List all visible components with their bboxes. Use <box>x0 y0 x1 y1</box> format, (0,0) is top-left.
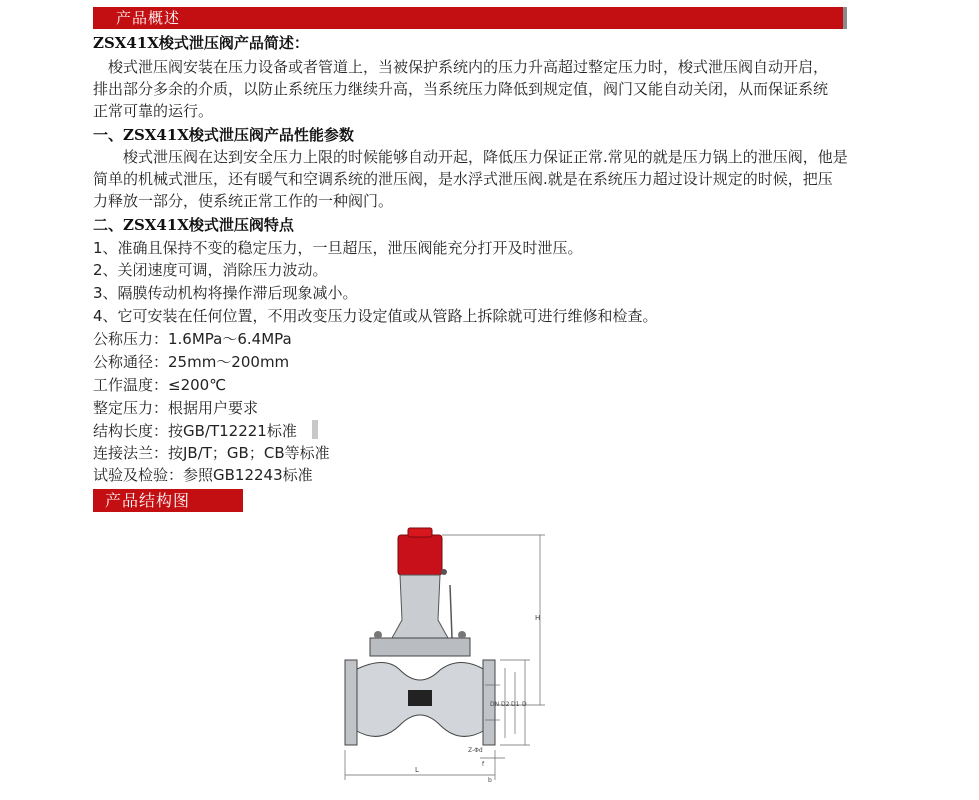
valve-cap <box>398 535 442 575</box>
bonnet-rod <box>450 585 452 638</box>
middle-flange <box>370 638 470 656</box>
section-title-overview: 产品概述 <box>116 9 181 27</box>
perf-line-2: 简单的机械式泄压，还有暖气和空调系统的泄压阀，是水浮式泄压阀.就是在系统压力超过设计规定的时候，把压 <box>93 170 833 188</box>
dim-label-dn: DN <box>490 701 500 708</box>
left-end-flange <box>345 660 357 745</box>
flange-bolt-left <box>374 631 382 639</box>
perf-heading: 一、ZSX41X梭式泄压阀产品性能参数 <box>93 126 354 144</box>
intro-heading: ZSX41X梭式泄压阀产品简述： <box>93 34 309 52</box>
cap-screw <box>441 569 447 575</box>
dim-label-l: L <box>415 766 419 774</box>
dim-label-d1: D1 <box>511 701 520 708</box>
spec-flange: 连接法兰：按JB/T；GB；CB等标准 <box>93 444 330 462</box>
dim-label-h: H <box>535 614 541 622</box>
spec-working-temperature: 工作温度：≤200℃ <box>93 376 227 394</box>
banner-edge <box>843 7 847 29</box>
valve-cap-top <box>408 528 432 537</box>
flange-bolt-right <box>458 631 466 639</box>
intro-line-2: 排出部分多余的介质，以防止系统压力继续升高，当系统压力降低到规定值，阀门又能自动关闭，从而保证系统 <box>93 80 829 98</box>
feature-item-3: 3、隔膜传动机构将操作滞后现象减小。 <box>93 284 358 302</box>
feature-item-2: 2、关闭速度可调，消除压力波动。 <box>93 261 328 279</box>
text-cursor-block <box>312 420 318 439</box>
feature-item-4: 4、它可安装在任何位置，不用改变压力设定值或从管路上拆除就可进行维修和检查。 <box>93 307 658 325</box>
valve-bonnet <box>392 575 448 638</box>
dim-label-zd: Z-Φd <box>468 747 483 754</box>
features-heading: 二、ZSX41X梭式泄压阀特点 <box>93 216 294 234</box>
section-banner-structure <box>93 489 243 512</box>
valve-seal <box>408 690 432 706</box>
dim-label-b: b <box>488 777 492 784</box>
dim-label-f: f <box>482 761 485 768</box>
valve-structure-diagram <box>330 520 560 790</box>
perf-line-1: 梭式泄压阀在达到安全压力上限的时候能够自动开起，降低压力保证正常.常见的就是压力锅上的泄压阀，他是 <box>93 148 848 166</box>
spec-testing: 试验及检验：参照GB12243标准 <box>93 466 313 484</box>
feature-item-1: 1、准确且保持不变的稳定压力，一旦超压，泄压阀能充分打开及时泄压。 <box>93 239 583 257</box>
spec-set-pressure: 整定压力：根据用户要求 <box>93 399 259 417</box>
perf-line-3: 力释放一部分，使系统正常工作的一种阀门。 <box>93 192 394 210</box>
spec-nominal-pressure: 公称压力：1.6MPa～6.4MPa <box>93 330 292 348</box>
spec-structure-length: 结构长度：按GB/T12221标准 <box>93 422 297 440</box>
intro-line-3: 正常可靠的运行。 <box>93 102 214 120</box>
dim-label-d: D <box>522 701 527 708</box>
intro-line-1: 梭式泄压阀安装在压力设备或者管道上，当被保护系统内的压力升高超过整定压力时，梭式泄压阀自动开启， <box>93 58 829 76</box>
section-title-structure: 产品结构图 <box>105 491 191 510</box>
dim-label-d2: D2 <box>501 701 510 708</box>
section-banner-overview <box>93 7 846 29</box>
spec-nominal-diameter: 公称通径：25mm～200mm <box>93 353 290 371</box>
